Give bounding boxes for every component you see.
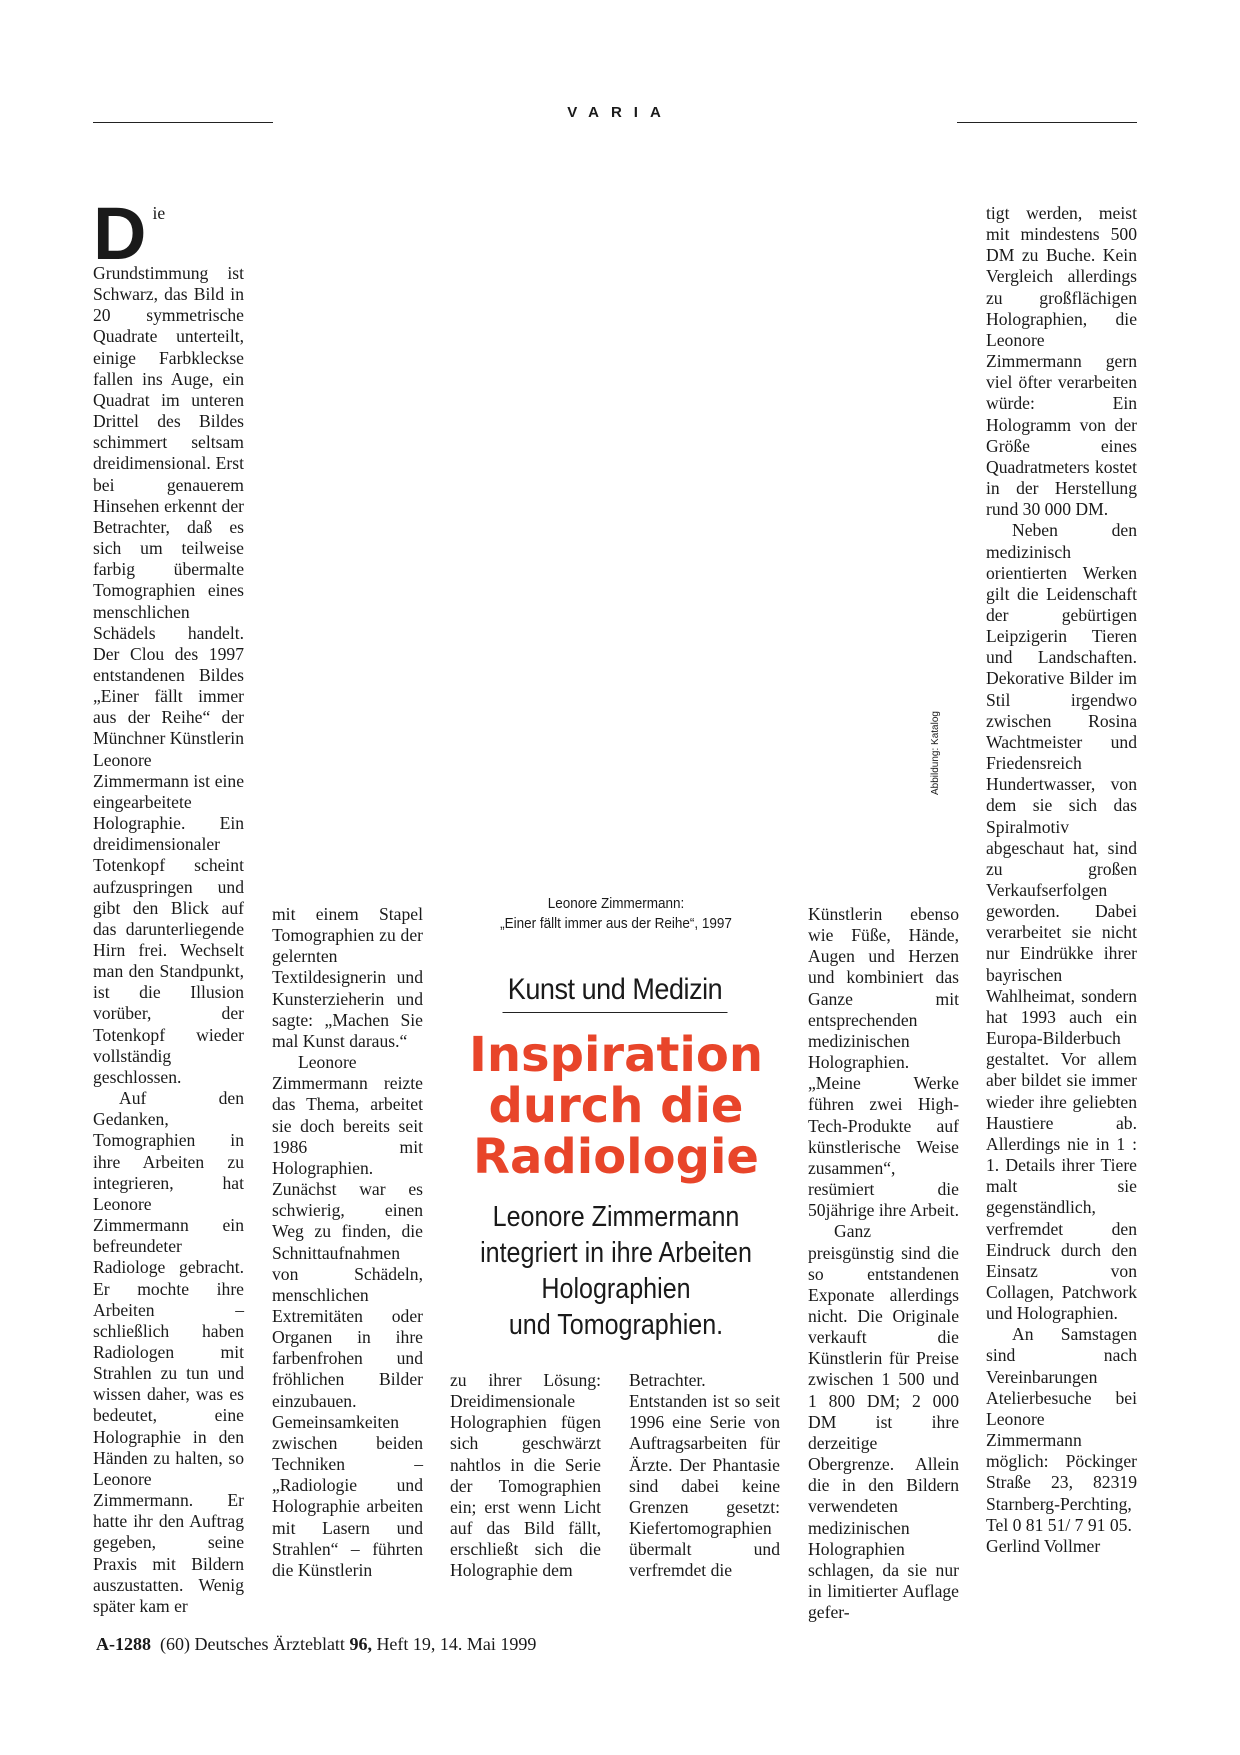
header-rule-left (93, 122, 273, 123)
article-paragraph: Künstlerin ebenso wie Füße, Hände, Augen und Herzen und kombiniert das Ganze mit entsprechenden medizinischen Holographien. „Meine Werke führen zwei High-Tech-Produkte auf künstlerische Weise zusammen“, resümiert die 50jährige ihre Arbeit. (808, 904, 959, 1221)
article-column-5 (808, 904, 959, 1623)
headline-line: Radiologie (473, 1129, 759, 1185)
subtitle-line: Leonore Zimmermann (492, 1201, 740, 1233)
page-footer (96, 1634, 536, 1655)
article-paragraph: Auf den Gedanken, Tomographien in ihre Arbeiten zu integrieren, hat Leonore Zimmermann ein befreundeter Radiologe gebracht. Er mochte ihre Arbeiten – schließlich haben Radiologen mit Strahlen zu tun und wissen daher, was es bedeutet, eine Holographie in den Händen zu halten, so Leonore Zimmermann. Er hatte ihr den Auftrag gegeben, seine Praxis mit Bildern auszustatten. Wenig später kam er (93, 1088, 244, 1616)
article-paragraph: An Samstagen sind nach Vereinbarungen Atelierbesuche bei Leonore Zimmermann möglich: Pöckinger Straße 23, 82319 Starnberg-Perchting, Tel 0 81 51/ 7 91 05. (986, 1324, 1137, 1535)
headline-line: Inspiration (468, 1027, 764, 1083)
subtitle-line: und Tomographien. (508, 1309, 724, 1341)
article-kicker: Kunst und Medizin (503, 970, 728, 1013)
headline-line: durch die (488, 1078, 744, 1134)
article-paragraph: tigt werden, meist mit mindestens 500 DM zu Buche. Kein Vergleich allerdings zu großflächigen Holographien, die Leonore Zimmermann gern viel öfter verarbeiten würde: Ein Hologramm von der Größe eines Quadratmeters kostet in der Herstellung rund 30 000 DM. (986, 203, 1137, 520)
article-subtitle (461, 1199, 771, 1343)
article-paragraph: Neben den medizinisch orientierten Werken gilt die Leidenschaft der gebürtigen Leipzigerin Tieren und Landschaften. Dekorative Bilder im Stil irgendwo zwischen Rosina Wachtmeister und Friedensreich Hundertwasser, von dem sie sich das Spiralmotiv abgeschaut hat, sind zu großen Verkaufserfolgen geworden. Dabei verarbeitet sie nicht nur Eindrükke ihrer bayrischen Wahlheimat, sondern hat 1993 auch ein Europa-Bilderbuch gestaltet. Vor allem aber bildet sie immer wieder ihre geliebten Haustiere ab. Allerdings nie in 1 : 1. Details ihrer Tiere malt sie gegenständlich, verfremdet den Eindruck durch den Einsatz von Collagen, Patchwork und Holographien. (986, 520, 1137, 1324)
subtitle-line: Holographien (541, 1273, 691, 1305)
article-headline (446, 1027, 786, 1185)
section-label: VARIA (567, 104, 673, 121)
article-column-3 (450, 1370, 601, 1582)
article-column-4 (629, 1370, 780, 1582)
author-byline: Gerlind Vollmer (986, 1535, 1101, 1556)
article-paragraph: zu ihrer Lösung: Dreidimensionale Holographien fügen sich geschwärzt nahtlos in die Serie der Tomographien ein; erst wenn Licht auf das Bild fällt, erschließt sich die Holographie dem (450, 1370, 601, 1581)
footer-volume: 96, (349, 1634, 372, 1654)
image-caption (472, 894, 760, 934)
caption-line: „Einer fällt immer aus der Reihe“, 1997 (500, 915, 732, 932)
article-column-2 (272, 904, 423, 1581)
article-column-6 (986, 203, 1137, 1557)
paragraph-text: ie Grundstimmung ist Schwarz, das Bild in 20 symmetrische Quadrate unterteilt, einige Farbkleckse fallen ins Auge, ein Quadrat im unteren Drittel des Bildes schimmert seltsam dreidimensional. Erst bei genauerem Hinsehen erkennt der Betrachter, daß es sich um teilweise farbig übermalte Tomographien eines menschlichen Schädels handelt. Der Clou des 1997 entstandenen Bildes „Einer fällt immer aus der Reihe“ der Münchner Künstlerin Leonore Zimmermann ist eine eingearbeitete Holographie. Ein dreidimensionaler Totenkopf scheint aufzuspringen und gibt den Blick auf das darunterliegende Hirn frei. Wechselt man den Standpunkt, ist die Illusion vorüber, der Totenkopf wieder vollständig geschlossen. (93, 203, 244, 1087)
article-paragraph: Betrachter. Entstanden ist so seit 1996 eine Serie von Auftragsarbeiten für Ärzte. Der Phantasie sind dabei keine Grenzen gesetzt: Kiefertomographien übermalt und verfremdet die (629, 1370, 780, 1581)
subtitle-line: integriert in ihre Arbeiten (480, 1237, 752, 1269)
article-paragraph: mit einem Stapel Tomographien zu der gelernten Textildesignerin und Kunsterzieherin und sagte: „Machen Sie mal Kunst daraus.“ (272, 904, 423, 1051)
article-paragraph: Ganz preisgünstig sind die so entstandenen Exponate allerdings nicht. Die Originale verkauft die Künstlerin für Preise zwischen 1 500 und 1 800 DM; 2 000 DM ist ihre derzeitige Obergrenze. Allein die in den Bildern verwendeten medizinischen Holographien schlagen, da sie nur in limitierter Auflage gefer- (808, 1221, 959, 1623)
page-number: A-1288 (96, 1634, 151, 1654)
image-credit: Abbildung: Katalog (930, 711, 941, 795)
caption-line: Leonore Zimmermann: (547, 895, 685, 912)
header-rule-right (957, 122, 1137, 123)
dropcap: D (93, 192, 147, 275)
footer-issue: Heft 19, 14. Mai 1999 (376, 1634, 537, 1654)
footer-journal: (60) Deutsches Ärzteblatt (160, 1634, 345, 1654)
article-paragraph (93, 192, 244, 1088)
article-paragraph: Leonore Zimmermann reizte das Thema, arbeitet sie doch bereits seit 1986 mit Holographien. Zunächst war es schwierig, einen Weg zu finden, die Schnittaufnahmen von Schädeln, menschlichen Extremitäten oder Organen in ihre farbenfrohen und fröhlichen Bilder einzubauen. Gemeinsamkeiten zwischen beiden Techniken – „Radiologie und Holographie arbeiten mit Lasern und Strahlen“ – führten die Künstlerin (272, 1052, 423, 1580)
article-column-1 (93, 192, 244, 1617)
